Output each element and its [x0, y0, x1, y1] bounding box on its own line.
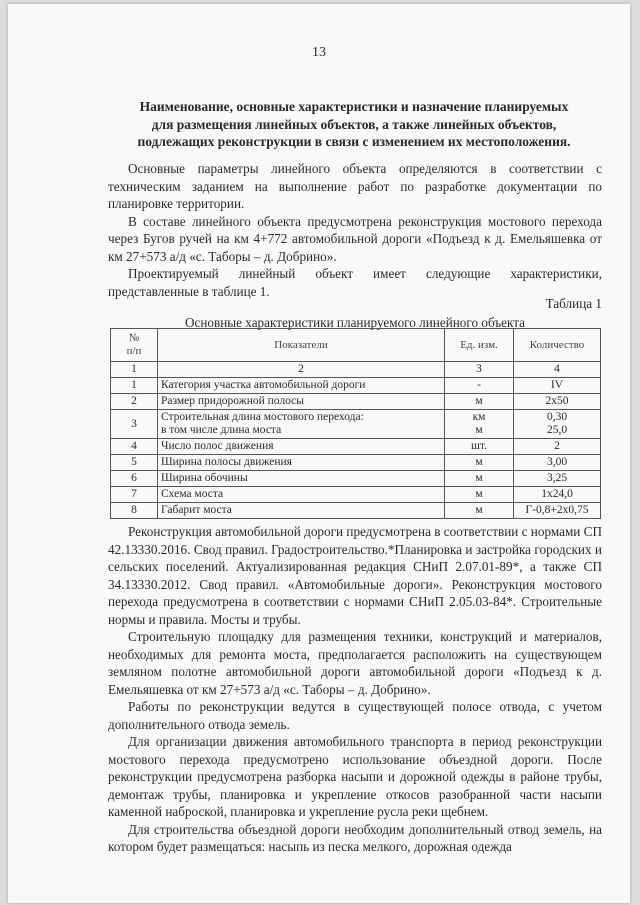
row-quantity: 1х24,0	[514, 487, 601, 503]
row-unit: км м	[445, 410, 514, 439]
table-row	[111, 394, 601, 410]
header-quantity: Количество	[514, 329, 601, 362]
row-indicator: Строительная длина мостового перехода: в том числе длина моста	[158, 410, 445, 439]
heading-line: подлежащих реконструкции в связи с изменением их местоположения.	[137, 134, 571, 149]
table-row	[111, 455, 601, 471]
row-number: 6	[111, 471, 158, 487]
row-indicator: Число полос движения	[158, 439, 445, 455]
row-indicator: Размер придорожной полосы	[158, 394, 445, 410]
header-unit: Ед. изм.	[445, 329, 514, 362]
row-number: 5	[111, 455, 158, 471]
page-number: 13	[312, 45, 326, 60]
body-text	[108, 523, 602, 856]
column-number: 2	[158, 362, 445, 378]
row-indicator: Габарит моста	[158, 503, 445, 519]
header-indicator: Показатели	[158, 329, 445, 362]
paragraph: В составе линейного объекта предусмотрена реконструкция мостового перехода через Бугов ручей на км 4+772 автомобильной дороги «Подъезд к д. Емельяшевка от км 27+573 а/д «с. Таборы – д. Добрино».	[108, 213, 602, 264]
table-column-numbers	[111, 362, 601, 378]
intro-text	[108, 160, 602, 300]
row-number: 2	[111, 394, 158, 410]
row-unit: м	[445, 487, 514, 503]
row-number: 1	[111, 378, 158, 394]
column-number: 3	[445, 362, 514, 378]
table-header-row	[111, 329, 601, 362]
row-indicator: Категория участка автомобильной дороги	[158, 378, 445, 394]
row-quantity: IV	[514, 378, 601, 394]
heading-line: для размещения линейных объектов, а также линейных объектов,	[151, 116, 557, 132]
row-indicator: Ширина полосы движения	[158, 455, 445, 471]
row-quantity: 3,25	[514, 471, 601, 487]
paragraph: Основные параметры линейного объекта определяются в соответствии с техническим заданием на выполнение работ по разработке документации по планировке территории.	[108, 161, 602, 211]
section-heading	[104, 98, 604, 151]
header-number: № п/п	[111, 329, 158, 362]
table-row	[111, 487, 601, 503]
table-row	[111, 503, 601, 519]
row-quantity: 0,30 25,0	[514, 410, 601, 439]
table-row	[111, 471, 601, 487]
paragraph: Работы по реконструкции ведутся в существующей полосе отвода, с учетом дополнительного отвода земель.	[108, 699, 602, 732]
row-number: 7	[111, 487, 158, 503]
paragraph: Реконструкция автомобильной дороги предусмотрена в соответствии с нормами СП 42.13330.2016. Свод правил. Градостроительство.*Планировка и застройка городских и сельских поселений. Актуализированная редакция СНиП 2.07.01-89*, а также СП 34.13330.2012. Свод правил. «Автомобильные дороги». Реконструкция мостового перехода предусмотрена в соответствии с нормами СНиП 2.05.03-84*. Строительные нормы и правила. Мосты и трубы.	[108, 524, 602, 627]
paragraph: Проектируемый линейный объект имеет следующие характеристики, представленные в таблице 1.	[108, 266, 602, 299]
table-number: Таблица 1	[545, 296, 602, 311]
row-quantity: 2	[514, 439, 601, 455]
heading-line: Наименование, основные характеристики и назначение планируемых	[139, 99, 569, 114]
row-unit: шт.	[445, 439, 514, 455]
row-unit: м	[445, 471, 514, 487]
row-quantity: Г-0,8+2х0,75	[514, 503, 601, 519]
row-number: 3	[111, 410, 158, 439]
table-caption	[108, 295, 602, 331]
characteristics-table	[110, 328, 601, 519]
row-unit: м	[445, 503, 514, 519]
row-unit: м	[445, 455, 514, 471]
table-row	[111, 410, 601, 439]
row-unit: м	[445, 394, 514, 410]
paragraph: Строительную площадку для размещения техники, конструкций и материалов, необходимых для ремонта моста, предполагается расположить на существующем земляном полотне автомобильной дороги автомобильной дороги «Подъезд к д. Емельяшевка от км 27+573 а/д «с. Таборы – д. Добрино».	[108, 629, 602, 697]
table-row	[111, 378, 601, 394]
row-quantity: 2х50	[514, 394, 601, 410]
row-quantity: 3,00	[514, 455, 601, 471]
row-number: 8	[111, 503, 158, 519]
table-row	[111, 439, 601, 455]
paragraph: Для строительства объездной дороги необходим дополнительный отвод земель, на котором будет размещаться: насыпь из песка мелкого, дорожная одежда	[108, 821, 602, 854]
row-indicator: Ширина обочины	[158, 471, 445, 487]
row-unit: -	[445, 378, 514, 394]
document-page	[8, 4, 630, 903]
column-number: 4	[514, 362, 601, 378]
row-number: 4	[111, 439, 158, 455]
paragraph: Для организации движения автомобильного транспорта в период реконструкции мостового перехода предусмотрено использование объездной дороги. После реконструкции предусмотрена разборка насыпи и дорожной одежды в районе трубы, демонтаж трубы, планировка и укрепление откосов разобранной части насыпи каменной наброской, планировка и укрепление русла реки щебнем.	[108, 734, 602, 819]
table-title: Основные характеристики планируемого линейного объекта	[184, 314, 526, 330]
row-indicator: Схема моста	[158, 487, 445, 503]
column-number: 1	[111, 362, 158, 378]
